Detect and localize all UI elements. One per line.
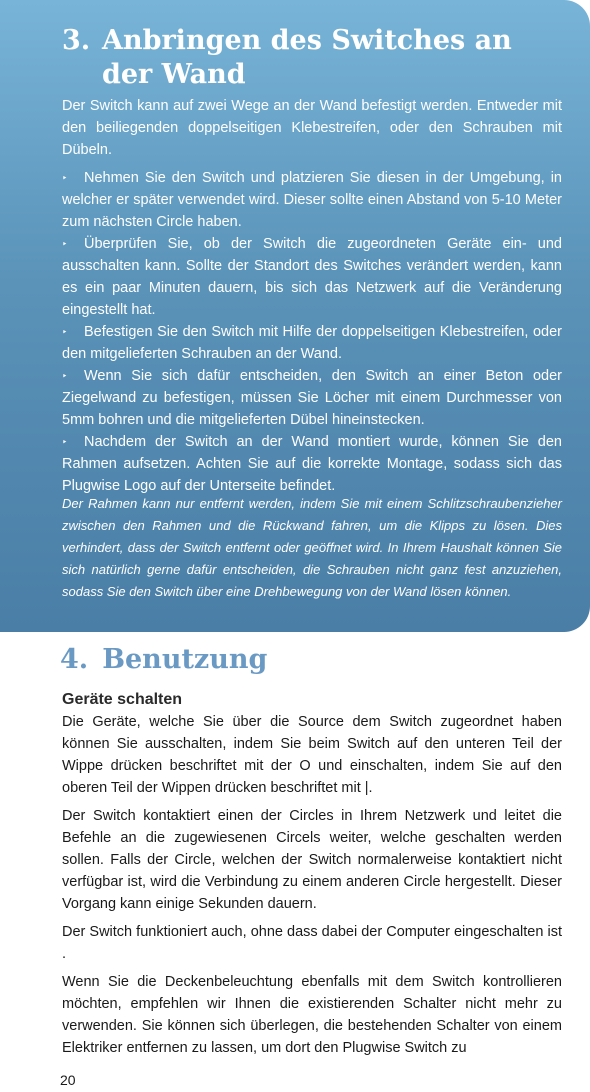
section3-bullet-list [62, 167, 562, 497]
section4-paragraph: Der Switch kontaktiert einen der Circles in Ihrem Netzwerk und leitet die Befehle an die zugewiesenen Circels weiter, welche geschalten werden sollen. Falls der Circle, welchen der Switch normalerweise kontaktiert nicht verfügbar ist, wird die Verbindung zu einem anderen Circle hergestellt. Dieser Vorgang kann einige Sekunden dauern. [62, 808, 562, 912]
bullet-text: Befestigen Sie den Switch mit Hilfe der doppelseitigen Klebestreifen, oder den mitgelieferten Schrauben an der Wand. [62, 324, 562, 362]
bullet-item [62, 365, 562, 431]
bullet-text: Nachdem der Switch an der Wand montiert wurde, können Sie den Rahmen aufsetzen. Achten Sie auf die korrekte Montage, sodass sich das Plugwise Logo auf der Unterseite befindet. [62, 434, 562, 494]
section4-title: Benutzung [102, 644, 268, 675]
bullet-item [62, 233, 562, 321]
section4-paragraph: Der Switch funktioniert auch, ohne dass dabei der Computer eingeschalten ist . [62, 924, 562, 962]
section3-title: Anbringen des Switches an der Wand [102, 25, 512, 90]
section4-subheading: Geräte schalten [62, 691, 183, 708]
page-number: 20 [60, 1072, 76, 1088]
bullet-marker-icon: ‣ [62, 437, 68, 447]
section3-number: 3. [62, 25, 91, 56]
section4-paragraph: Die Geräte, welche Sie über die Source dem Switch zugeordnet haben können Sie ausschalten, indem Sie beim Switch auf den unteren Teil der Wippe drücken beschriftet mit der O und einschalten, indem Sie auf den oberen Teil der Wippen drücken beschriftet mit |. [62, 714, 562, 796]
bullet-text: Überprüfen Sie, ob der Switch die zugeordneten Geräte ein- und ausschalten kann. Sollte der Standort des Switches verändert werden, kann es ein paar Minuten dauern, bis sich das Netzwerk auf die Veränderung eingestellt hat. [62, 236, 562, 318]
section3-intro: Der Switch kann auf zwei Wege an der Wand befestigt werden. Entweder mit den beiliegenden doppelseitigen Klebestreifen, oder den Schrauben mit Dübeln. [62, 98, 562, 158]
bullet-text: Wenn Sie sich dafür entscheiden, den Switch an einer Beton oder Ziegelwand zu befestigen, müssen Sie Löcher mit einem Durchmesser von 5mm bohren und die mitgelieferten Dübel hineinstecken. [62, 368, 562, 428]
section3-note: Der Rahmen kann nur entfernt werden, indem Sie mit einem Schlitzschraubenzieher zwischen den Rahmen und die Rückwand fahren, um die Klipps zu lösen. Dies verhindert, dass der Switch entfernt oder geöffnet wird. In Ihrem Haushalt können Sie sich natürlich gerne dafür entscheiden, die Schrauben nicht ganz fest anzuziehen, sodass Sie den Switch über eine Drehbewegung von der Wand lösen können. [62, 496, 562, 599]
bullet-marker-icon: ‣ [62, 239, 68, 249]
section4-heading [60, 643, 267, 677]
bullet-text: Nehmen Sie den Switch und platzieren Sie diesen in der Umgebung, in welcher er später verwendet wird. Dieser sollte einen Abstand von 5-10 Meter zum nächsten Circle haben. [62, 170, 562, 230]
section4-paragraph: Wenn Sie die Deckenbeleuchtung ebenfalls mit dem Switch kontrollieren möchten, empfehlen wir Ihnen die existierenden Schalter nicht mehr zu verwenden. Sie können sich überlegen, die bestehenden Schalter von einem Elektriker entfernen zu lassen, um dort den Plugwise Switch zu [62, 974, 562, 1056]
section3-heading [62, 24, 562, 92]
bullet-item [62, 167, 562, 233]
bullet-item [62, 321, 562, 365]
section4-number: 4. [60, 644, 89, 675]
bullet-marker-icon: ‣ [62, 371, 68, 381]
bullet-item [62, 431, 562, 497]
bullet-marker-icon: ‣ [62, 327, 68, 337]
bullet-marker-icon: ‣ [62, 173, 68, 183]
